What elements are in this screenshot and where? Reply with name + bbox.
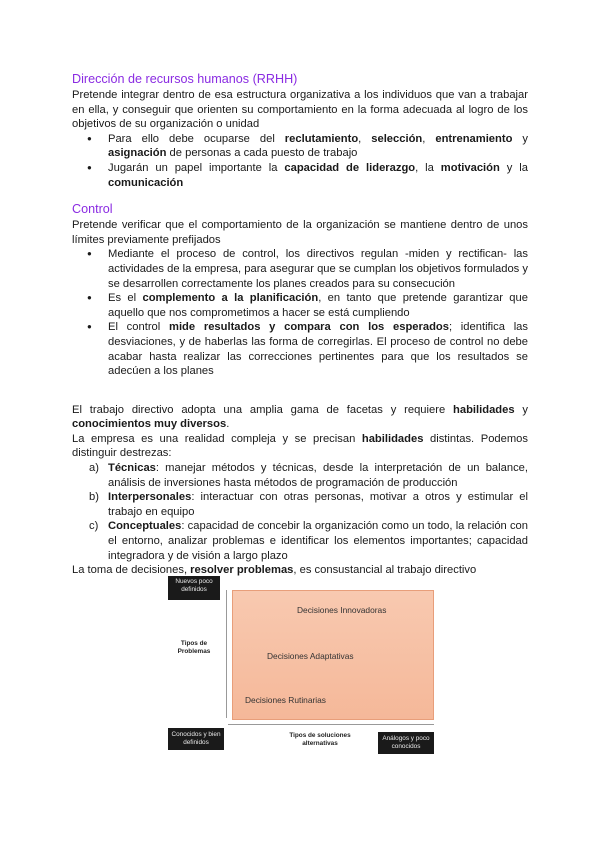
y-axis-label: Tipos de Problemas	[177, 640, 211, 655]
list-item: b) Interpersonales: interactuar con otras personas, motivar a otros y estimular el trabajo en equipo	[89, 491, 528, 518]
bullet-item: ● El control mide resultados y compara con los esperados; identifica las desviaciones, y de haberlas las forma de corregirlas. El proceso de control no debe acabar hasta realizar las correcciones pertinentes para que los resultados se adecúen a los planes	[108, 320, 528, 378]
bullet-item: ● Jugarán un papel importante la capacidad de liderazgo, la motivación y la comunicación	[108, 161, 528, 190]
skills-intro: El trabajo directivo adopta una amplia gama de facetas y requiere habilidades y conocimientos muy diversos.	[72, 403, 529, 431]
decision-paragraph: La toma de decisiones, resolver problemas, es consustancial al trabajo directivo	[72, 564, 477, 577]
control-intro: Pretende verificar que el comportamiento de la organización se mantiene dentro de unos límites previamente prefijados	[72, 219, 528, 246]
rrhh-intro: Pretende integrar dentro de esa estructura organizativa a los individuos que van a trabajar en ella, y conseguir que orienten su comportamiento en la forma adecuada al logro de los objetivos de su organización o unidad	[72, 89, 528, 131]
decision-area	[232, 590, 434, 720]
section-title-control: Control	[72, 202, 113, 217]
rrhh-bullets	[72, 132, 528, 190]
decision-diagram	[168, 574, 436, 754]
list-item: c) Conceptuales: capacidad de concebir la organización como un todo, la relación con el entorno, analizar problemas e identificar los elementos importantes; capacidad integradora y de visión a largo plazo	[89, 520, 528, 562]
label-innovative: Decisiones Innovadoras	[297, 605, 387, 615]
box-known-problems: Conocidos y bien definidos	[168, 728, 224, 750]
x-axis-label: Tipos de soluciones alternativas	[289, 732, 351, 747]
skills-paragraph: La empresa es una realidad compleja y se precisan habilidades distintas. Podemos distinguir destrezas:	[72, 432, 528, 460]
control-bullets	[72, 247, 528, 378]
label-routine: Decisiones Rutinarias	[245, 695, 326, 705]
bullet-item: ● Es el complemento a la planificación, en tanto que pretende garantizar que aquello que nos comprometimos a hacer se está cumpliendo	[108, 291, 528, 320]
skills-list	[72, 461, 528, 563]
document-page	[72, 72, 528, 578]
label-adaptive: Decisiones Adaptativas	[267, 651, 354, 661]
y-axis-line	[226, 590, 227, 718]
box-analog-solutions: Análogos y poco conocidos	[378, 732, 434, 754]
list-item: a) Técnicas: manejar métodos y técnicas, desde la interpretación de un balance, análisis de inversiones hasta métodos de programación de producción	[89, 462, 528, 489]
bullet-item: ● Mediante el proceso de control, los directivos regulan -miden y rectifican- las actividades de la empresa, para asegurar que se cumplan los objetivos formulados y se desarrollen correctamente los planes creados para su consecución	[108, 247, 528, 291]
bullet-item: ● Para ello debe ocuparse del reclutamiento, selección, entrenamiento y asignación de personas a cada puesto de trabajo	[108, 132, 528, 161]
section-title-rrhh: Dirección de recursos humanos (RRHH)	[72, 72, 298, 86]
x-axis-line	[228, 724, 434, 725]
box-new-problems: Nuevos poco definidos	[168, 576, 220, 600]
